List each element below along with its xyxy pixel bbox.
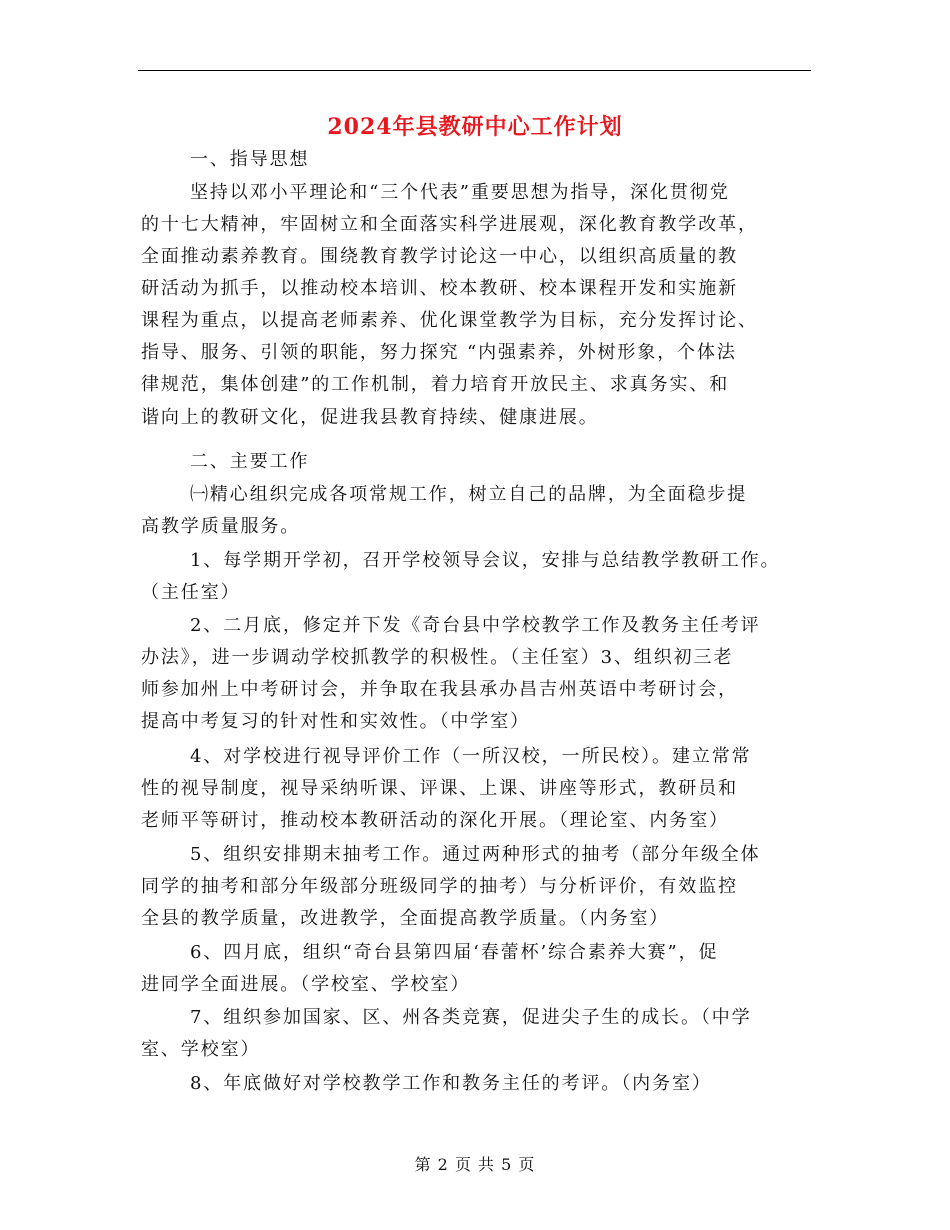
body-line: 师参加州上中考研讨会，并争取在我县承办昌吉州英语中考研讨会， xyxy=(141,679,738,700)
body-line: 性的视导制度，视导采纳听课、评课、上课、讲座等形式，教研员和 xyxy=(141,778,738,799)
body-line: 研活动为抓手，以推动校本培训、校本教研、校本课程开发和实施新 xyxy=(141,278,738,299)
body-line: 提高中考复习的针对性和实效性。（中学室） xyxy=(141,711,530,732)
section-heading-guiding-thought: 一、指导思想 xyxy=(190,149,310,170)
body-line: 老师平等研讨，推动校本教研活动的深化开展。（理论室、内务室） xyxy=(141,810,729,831)
body-line: 课程为重点，以提高老师素养、优化课堂教学为目标，充分发挥讨论、 xyxy=(141,310,758,331)
body-line: 全面推动素养教育。围绕教育教学讨论这一中心，以组织高质量的教 xyxy=(141,246,738,267)
document-title: 2024年县教研中心工作计划 xyxy=(327,114,623,140)
section-heading-main-work: 二、主要工作 xyxy=(190,451,310,472)
body-line: 4、对学校进行视导评价工作（一所汉校，一所民校）。建立常常 xyxy=(190,746,752,767)
body-line: 进同学全面进展。（学校室、学校室） xyxy=(141,974,471,995)
body-line: 5、组织安排期末抽考工作。通过两种形式的抽考（部分年级全体 xyxy=(190,844,761,865)
body-line: 1、每学期开学初，召开学校领导会议，安排与总结教学教研工作。 xyxy=(190,550,781,571)
body-line: ㈠精心组织完成各项常规工作，树立自己的品牌，为全面稳步提 xyxy=(190,484,748,505)
body-line: 7、组织参加国家、区、州各类竞赛，促进尖子生的成长。（中学 xyxy=(190,1007,752,1028)
body-line: （主任室） xyxy=(141,582,241,603)
body-line: 6、四月底，组织“奇台县第四届‘春蕾杯’综合素养大赛”，促 xyxy=(190,942,719,963)
body-line: 律规范，集体创建”的工作机制，着力培育开放民主、求真务实、和 xyxy=(141,374,730,395)
body-line: 8、年底做好对学校教学工作和教务主任的考评。（内务室） xyxy=(190,1073,712,1094)
body-line: 的十七大精神，牢固树立和全面落实科学进展观，深化教育教学改革， xyxy=(141,214,758,235)
body-line: 高教学质量服务。 xyxy=(141,516,301,537)
page-number-footer: 第 2 页 共 5 页 xyxy=(414,1155,536,1174)
body-line: 办法》，进一步调动学校抓教学的积极性。（主任室）3、组织初三老 xyxy=(141,647,734,668)
body-line: 全县的教学质量，改进教学，全面提高教学质量。（内务室） xyxy=(141,908,670,929)
body-line: 同学的抽考和部分年级部分班级同学的抽考）与分析评价，有效监控 xyxy=(141,876,738,897)
body-line: 指导、服务、引领的职能，努力探究 “内强素养，外树形象，个体法 xyxy=(141,342,737,363)
body-line: 坚持以邓小平理论和“三个代表”重要思想为指导，深化贯彻党 xyxy=(190,182,730,203)
body-line: 室、学校室） xyxy=(141,1039,261,1060)
header-rule xyxy=(138,70,811,71)
body-line: 谐向上的教研文化，促进我县教育持续、健康进展。 xyxy=(141,407,599,428)
body-line: 2、二月底，修定并下发《奇台县中学校教学工作及教务主任考评 xyxy=(190,615,761,636)
